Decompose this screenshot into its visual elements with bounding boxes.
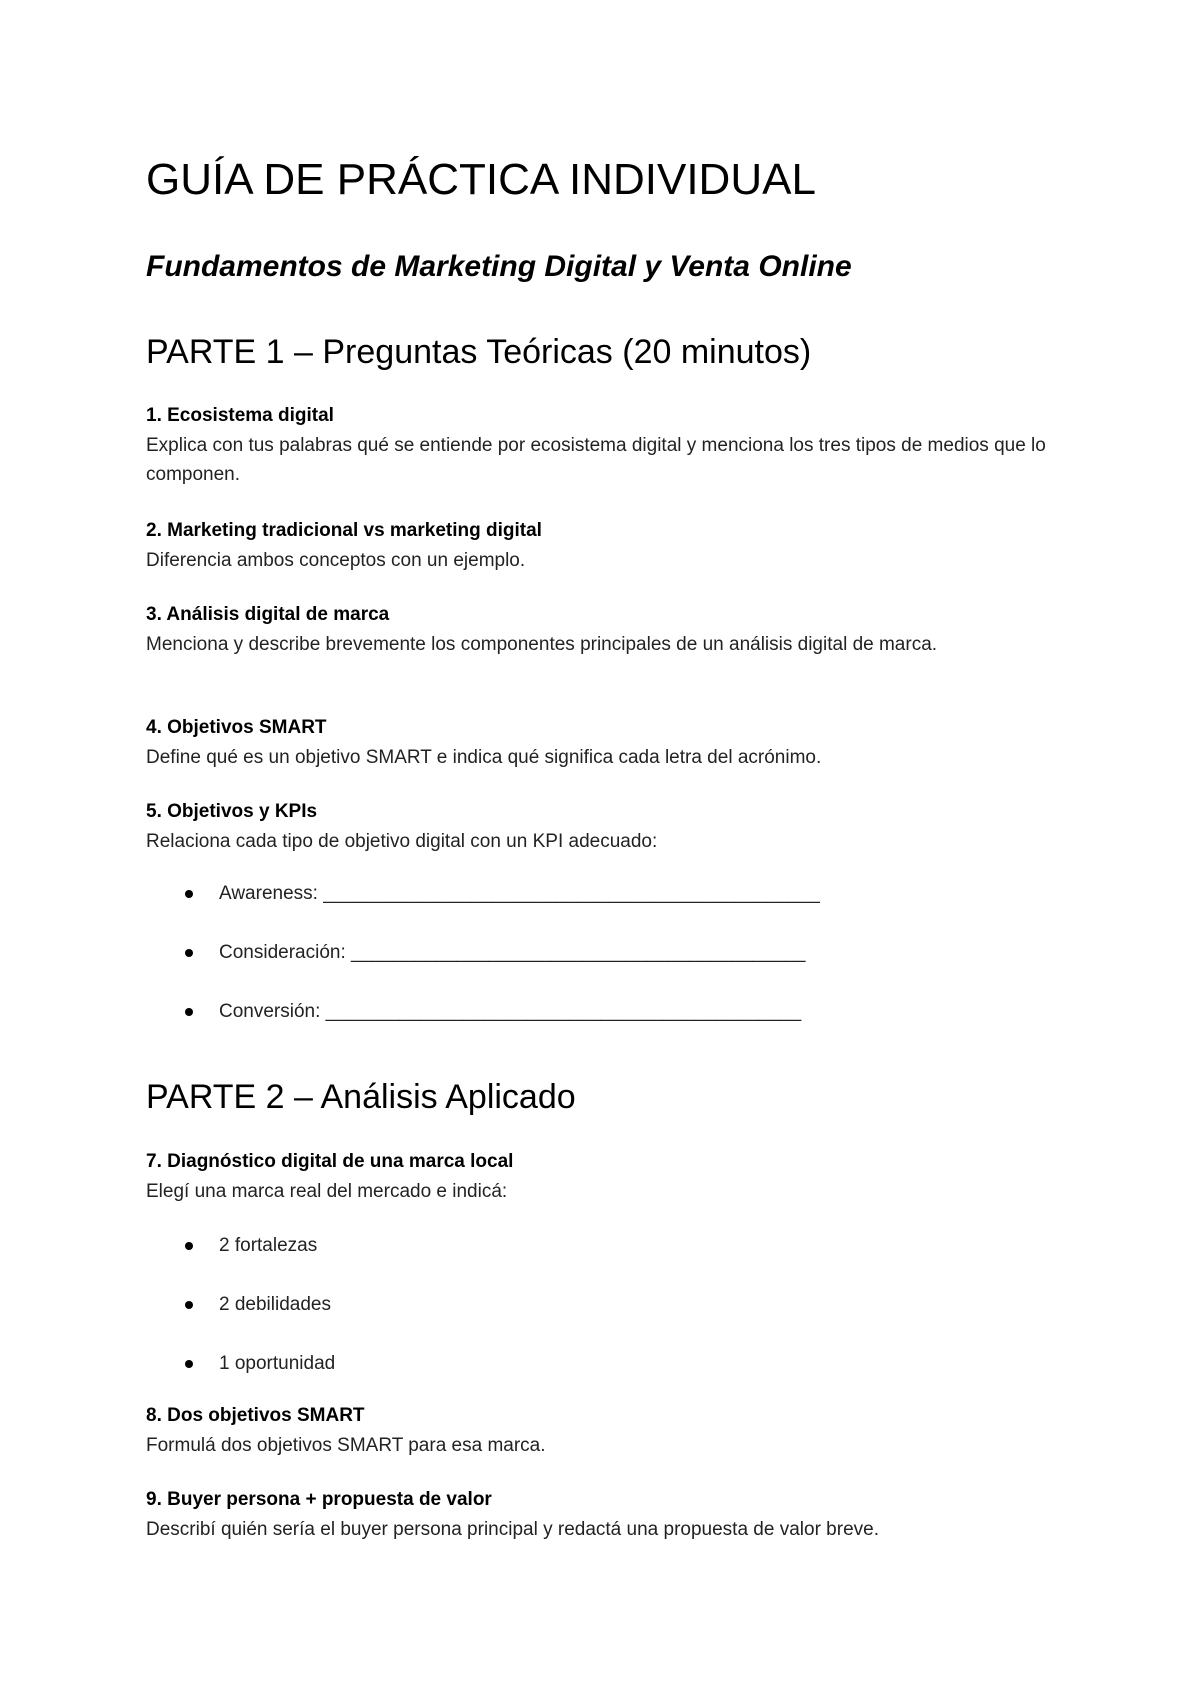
document-title: GUÍA DE PRÁCTICA INDIVIDUAL xyxy=(146,155,816,204)
diagnostic-bullet-text: 2 debilidades xyxy=(219,1294,331,1315)
question-1-title: 1. Ecosistema digital xyxy=(146,405,334,426)
diagnostic-bullet-debilidades xyxy=(185,1294,331,1316)
question-7-body: Elegí una marca real del mercado e indicá: xyxy=(146,1181,508,1202)
kpi-bullet-consideracion xyxy=(185,942,805,964)
question-4-title: 4. Objetivos SMART xyxy=(146,717,327,738)
question-8-body: Formulá dos objetivos SMART para esa marca. xyxy=(146,1435,546,1456)
kpi-bullet-text: Conversión: _____________________________________________ xyxy=(219,1001,802,1022)
question-4-body: Define qué es un objetivo SMART e indica qué significa cada letra del acrónimo. xyxy=(146,747,822,768)
question-7-title: 7. Diagnóstico digital de una marca local xyxy=(146,1151,514,1172)
bullet-icon xyxy=(185,1360,193,1368)
bullet-icon xyxy=(185,1242,193,1250)
question-1-body: Explica con tus palabras qué se entiende por ecosistema digital y menciona los tres tipos de medios que lo componen. xyxy=(146,435,1046,485)
diagnostic-bullet-text: 2 fortalezas xyxy=(219,1235,318,1256)
question-8-title: 8. Dos objetivos SMART xyxy=(146,1405,365,1426)
question-3-body: Menciona y describe brevemente los componentes principales de un análisis digital de marca. xyxy=(146,634,938,655)
question-5-body: Relaciona cada tipo de objetivo digital con un KPI adecuado: xyxy=(146,831,658,852)
question-9-title: 9. Buyer persona + propuesta de valor xyxy=(146,1489,492,1510)
question-3-title: 3. Análisis digital de marca xyxy=(146,604,390,625)
diagnostic-bullet-oportunidad xyxy=(185,1353,335,1375)
part2-heading: PARTE 2 – Análisis Aplicado xyxy=(146,1078,576,1116)
bullet-icon xyxy=(185,1008,193,1016)
question-9-body: Describí quién sería el buyer persona principal y redactá una propuesta de valor breve. xyxy=(146,1519,879,1540)
kpi-bullet-conversion xyxy=(185,1001,801,1023)
kpi-bullet-awareness xyxy=(185,883,820,905)
kpi-bullet-text: Awareness: _______________________________________________ xyxy=(219,883,820,904)
document-subtitle: Fundamentos de Marketing Digital y Venta Online xyxy=(146,250,852,283)
question-5-title: 5. Objetivos y KPIs xyxy=(146,801,318,822)
bullet-icon xyxy=(185,949,193,957)
diagnostic-bullet-fortalezas xyxy=(185,1235,317,1257)
bullet-icon xyxy=(185,890,193,898)
bullet-icon xyxy=(185,1301,193,1309)
diagnostic-bullet-text: 1 oportunidad xyxy=(219,1353,336,1374)
part1-heading: PARTE 1 – Preguntas Teóricas (20 minutos) xyxy=(146,333,812,371)
question-2-body: Diferencia ambos conceptos con un ejemplo. xyxy=(146,550,526,571)
question-2-title: 2. Marketing tradicional vs marketing digital xyxy=(146,520,542,541)
kpi-bullet-text: Consideración: ___________________________________________ xyxy=(219,942,806,963)
